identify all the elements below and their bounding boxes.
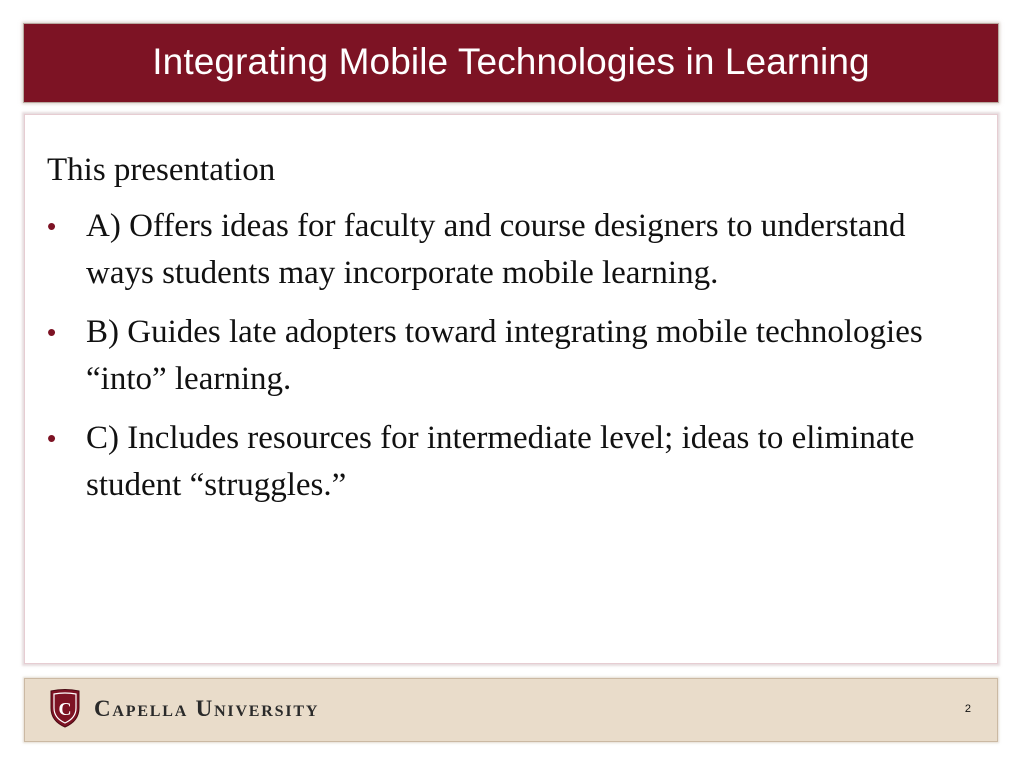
bullet-marker: • xyxy=(47,211,57,241)
slide-title: Integrating Mobile Technologies in Learning xyxy=(152,41,870,82)
bullet-item xyxy=(47,415,967,508)
slide-footer xyxy=(24,678,998,742)
capella-shield-icon xyxy=(49,688,81,728)
bullet-text: B) Guides late adopters toward integrating mobile technologies “into” learning. xyxy=(86,314,923,397)
bullet-item xyxy=(47,203,967,296)
bullet-item xyxy=(47,309,967,402)
slide-title-bar xyxy=(24,24,998,102)
bullet-text: A) Offers ideas for faculty and course designers to understand ways students may incorporate mobile learning. xyxy=(86,208,906,291)
bullet-marker: • xyxy=(47,423,57,453)
page-number: 2 xyxy=(964,703,971,715)
intro-text: This presentation xyxy=(47,152,276,188)
bullet-text: C) Includes resources for intermediate level; ideas to eliminate student “struggles.” xyxy=(86,420,915,503)
bullet-marker: • xyxy=(47,317,57,347)
logo-letter: C xyxy=(58,699,72,719)
bullet-list xyxy=(47,203,967,521)
slide-content xyxy=(24,114,998,664)
brand-name: Capella University xyxy=(94,696,320,721)
